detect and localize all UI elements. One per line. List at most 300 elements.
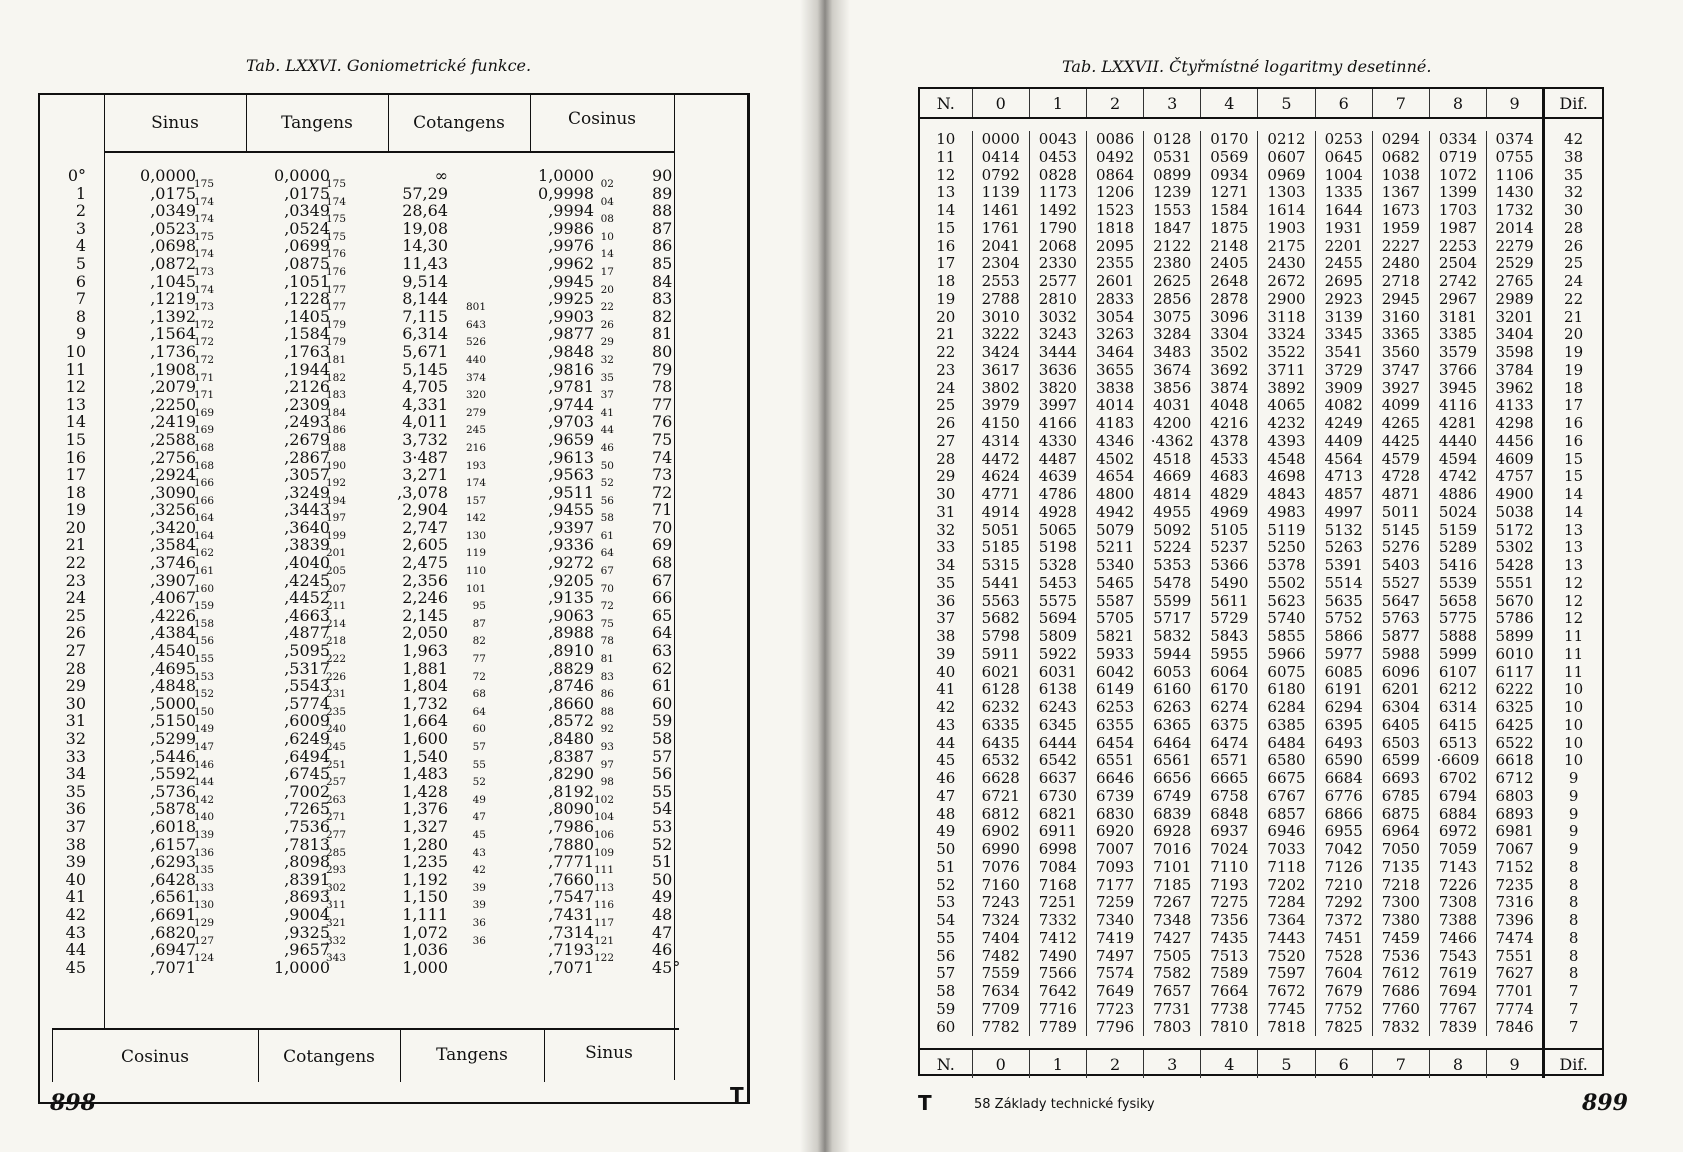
table-row [920,184,1602,202]
degree-value: 45 [65,957,86,977]
column-header: 7 [1372,1049,1429,1078]
difference-value: 157 [465,494,486,507]
tangens-value: ,6249 [284,729,330,748]
table-cell: 4900 [1487,486,1544,504]
table-cell: 5051 [972,522,1029,540]
difference-value: 231 [325,688,346,701]
difference-cell: 10 [1544,681,1602,699]
table-cell: 4771 [972,486,1029,504]
cotangens-value: 14,30 [402,236,448,256]
row-number: 24 [936,378,956,397]
table-cell: 2765 [1487,273,1544,291]
cosinus-value: ,9816 [548,359,594,379]
table-cell: 1303 [1258,184,1315,202]
difference-value: 64 [600,547,614,560]
table-cell: 3560 [1372,344,1429,362]
table-cell: 1335 [1315,184,1372,202]
difference-value: 169 [193,406,214,419]
table-cell: 4014 [1086,397,1143,415]
row-number: 39 [936,644,956,663]
table-cell: 4955 [1144,504,1201,522]
table-cell: 7723 [1086,1001,1143,1019]
table-cell: 3304 [1201,326,1258,344]
table-cell: 6571 [1201,752,1258,770]
table-cell: 6454 [1086,735,1143,753]
table-cell: 2648 [1201,273,1258,291]
tangens-value: ,9325 [284,922,330,942]
cosinus-value: ,7880 [548,834,594,854]
table-cell: 5441 [972,575,1029,593]
table-cell: 4440 [1429,433,1486,451]
table-cell: 5658 [1429,593,1486,611]
table-cell: 5717 [1144,610,1201,628]
difference-value: 251 [325,758,346,771]
degree-value: 31 [65,711,86,731]
difference-value: 179 [325,336,346,349]
column-header: N. [920,1049,972,1078]
table-cell: 6085 [1315,664,1372,682]
table-cell: ·4362 [1144,433,1201,451]
table-cell: 4472 [972,451,1029,469]
degree-value: 51 [652,852,673,872]
sinus-value: ,0523 [150,218,196,238]
table-cell: 1523 [1086,202,1143,220]
table-cell: 4200 [1144,415,1201,433]
row-number: 43 [936,715,956,734]
table-row [920,131,1602,149]
difference-cell: 13 [1544,539,1602,557]
table-cell: 0000 [972,131,1029,149]
table-cell: 7243 [972,894,1029,912]
table-row [920,397,1602,415]
difference-cell: 11 [1544,664,1602,682]
difference-value: 67 [600,565,614,578]
table-cell: 3874 [1201,380,1258,398]
table-cell: 6875 [1372,806,1429,824]
table-cell: 2041 [972,238,1029,256]
table-cell: 7846 [1487,1019,1544,1037]
table-cell: 5563 [972,593,1029,611]
table-cell: 7251 [1029,894,1086,912]
tangens-value: ,7265 [284,799,330,819]
difference-value: 140 [193,811,214,824]
table-cell: 7731 [1144,1001,1201,1019]
difference-value: 43 [472,846,486,859]
degree-value: 64 [652,623,673,643]
table-cell: 7760 [1372,1001,1429,1019]
sinus-value: ,3746 [150,553,196,573]
table-cell: 5539 [1429,575,1486,593]
table-cell: 7634 [972,983,1029,1001]
degree-value: 50 [652,869,673,889]
table-cell: 6493 [1315,735,1372,753]
cotangens-value: 1,664 [402,711,448,731]
table-row [920,770,1602,788]
difference-value: 311 [325,899,346,912]
cosinus-value: ,9925 [548,289,594,309]
table-cell: 5775 [1429,610,1486,628]
table-cell: 3747 [1372,362,1429,380]
tangens-value: ,0349 [284,201,330,221]
row-number: 28 [936,449,956,468]
table-cell: 6946 [1258,823,1315,841]
sinus-value: ,3090 [150,482,196,502]
tangens-value: ,8098 [284,852,330,872]
row-number: 22 [936,343,956,361]
table-cell: 4969 [1201,504,1258,522]
table-cell: 5944 [1144,646,1201,664]
degree-value: 17 [65,465,86,485]
cosinus-value: ,9703 [548,412,594,432]
difference-value: 29 [600,336,614,349]
cosinus-value: ,7660 [548,869,594,889]
table-cell: 7686 [1372,983,1429,1001]
difference-value: 164 [193,512,214,525]
cotangens-value: 1,483 [402,764,448,784]
difference-value: 174 [193,213,214,226]
tangens-value: 1,0000 [274,957,330,977]
cosinus-value: 0,9998 [538,183,594,203]
cosinus-value: ,7314 [548,922,594,942]
degree-column-left [50,167,86,976]
sinus-value: ,1736 [150,341,196,361]
cotangens-value: 1,192 [402,869,448,889]
table-cell: 0864 [1086,167,1143,185]
table-cell: 3404 [1487,326,1544,344]
table-cell: 6160 [1144,681,1201,699]
difference-cell: 18 [1544,380,1602,398]
difference-cell: 30 [1544,202,1602,220]
cotangens-value: 1,327 [402,816,448,836]
difference-value: 235 [325,705,346,718]
table-cell: 6263 [1144,699,1201,717]
degree-value: 88 [652,201,673,221]
table-cell: 7084 [1029,859,1086,877]
table-cell: 0531 [1144,149,1201,167]
table-cell: 7559 [972,965,1029,983]
table-cell: 4456 [1487,433,1544,451]
difference-value: 127 [193,934,214,947]
difference-cell: 19 [1544,362,1602,380]
sinus-value: ,4695 [150,658,196,678]
difference-value: 64 [472,705,486,718]
degree-value: 23 [65,570,86,590]
difference-cell: 19 [1544,344,1602,362]
difference-value: 172 [193,318,214,331]
degree-value: 37 [65,816,86,836]
table-cell: 3284 [1144,326,1201,344]
table-row [920,149,1602,167]
difference-value: 20 [600,283,614,296]
degree-value: 66 [652,588,673,608]
difference-value: 174 [193,283,214,296]
table-cell: 7332 [1029,912,1086,930]
difference-value: 293 [325,864,346,877]
table-cell: 2625 [1144,273,1201,291]
table-cell: 6444 [1029,735,1086,753]
column-header: 5 [1258,89,1315,118]
table-cell: 6981 [1487,823,1544,841]
table-cell: 0934 [1201,167,1258,185]
table-cell: 4378 [1201,433,1258,451]
difference-cell: 22 [1544,291,1602,309]
table-cell: 6580 [1258,752,1315,770]
table-cell: 2122 [1144,238,1201,256]
difference-value: 136 [193,846,214,859]
difference-value: 133 [193,881,214,894]
table-cell: 5966 [1258,646,1315,664]
table-cell: 0294 [1372,131,1429,149]
table-cell: 6776 [1315,788,1372,806]
tangens-value: ,8693 [284,887,330,907]
degree-column-right [652,167,702,976]
difference-value: 60 [472,723,486,736]
row-number: 38 [936,627,956,645]
degree-value: 80 [652,341,673,361]
degree-value: 19 [65,500,86,520]
difference-value: 98 [600,776,614,789]
degree-value: 49 [652,887,673,907]
cotangens-value: 8,144 [402,289,448,309]
cosinus-diff-column [588,176,614,968]
table-row [920,735,1602,753]
table-cell: 2014 [1487,220,1544,238]
table-cell: 6294 [1315,699,1372,717]
column-header: 7 [1372,89,1429,118]
difference-value: 109 [593,846,614,859]
difference-value: 158 [193,617,214,630]
degree-value: 26 [65,623,86,643]
table-cell: 5502 [1258,575,1315,593]
table-cell: 3636 [1029,362,1086,380]
degree-value: 27 [65,641,86,661]
difference-value: 86 [600,688,614,701]
degree-value: 78 [652,377,673,397]
table-cell: 4624 [972,468,1029,486]
difference-cell: 7 [1544,1019,1602,1037]
tangens-value: ,4245 [284,570,330,590]
difference-value: 113 [593,881,614,894]
difference-value: 172 [193,336,214,349]
cosinus-value: 1,0000 [538,166,594,185]
difference-value: 218 [325,635,346,648]
difference-value: 45 [472,828,486,841]
table-cell: 5888 [1429,628,1486,646]
row-number: 33 [936,538,956,557]
difference-value: 168 [193,441,214,454]
table-cell: 6304 [1372,699,1429,717]
table-cell: 1931 [1315,220,1372,238]
cotangens-value: 1,963 [402,641,448,661]
table-row [920,752,1602,770]
table-cell: 4314 [972,433,1029,451]
table-cell: 2718 [1372,273,1429,291]
table-cell: 5955 [1201,646,1258,664]
table-cell: 0755 [1487,149,1544,167]
difference-value: 78 [600,635,614,648]
table-cell: 5119 [1258,522,1315,540]
cosinus-value: ,9272 [548,553,594,573]
table-cell: 5514 [1315,575,1372,593]
degree-value: 76 [652,412,673,432]
table-cell: 5145 [1372,522,1429,540]
cosinus-value: ,9397 [548,517,594,537]
cotangens-value: 2,246 [402,588,448,608]
table-cell: 5635 [1315,593,1372,611]
cotangens-value: 2,747 [402,517,448,537]
difference-value: 57 [472,741,486,753]
table-cell: 7466 [1429,930,1486,948]
cotangens-value: 11,43 [402,253,448,273]
table-cell: 2553 [972,273,1029,291]
sinus-value: ,5736 [150,781,196,801]
table-row [920,664,1602,682]
cosinus-value: ,8829 [548,658,594,678]
cotangens-value: ,3,078 [397,482,448,502]
table-row [920,894,1602,912]
table-cell: 4150 [972,415,1029,433]
table-cell: 1818 [1086,220,1143,238]
cotangens-value: 2,605 [402,535,448,555]
cosinus-value: ,9063 [548,605,594,625]
header-tangens: Tangens [281,113,353,133]
table-cell: 2742 [1429,273,1486,291]
table-cell: 4065 [1258,397,1315,415]
row-number: 26 [936,414,956,432]
table-row [920,628,1602,646]
degree-value: 72 [652,482,673,502]
degree-value: 2 [75,201,86,221]
table-cell: 7324 [972,912,1029,930]
sinus-value: ,4226 [150,605,196,625]
degree-value: 73 [652,465,673,485]
table-cell: 4713 [1315,468,1372,486]
table-cell: 1584 [1201,202,1258,220]
table-cell: 0414 [972,149,1029,167]
difference-value: 83 [600,670,614,683]
table-cell: 3263 [1086,326,1143,344]
sinus-diff-column [178,176,214,968]
table-cell: 6551 [1086,752,1143,770]
degree-value: 83 [652,289,673,309]
cotangens-value: 4,705 [402,377,448,397]
degree-value: 56 [652,764,673,784]
table-cell: 7536 [1372,948,1429,966]
table-cell: 4031 [1144,397,1201,415]
table-cell: 7093 [1086,859,1143,877]
degree-value: 63 [652,641,673,661]
sinus-value: ,6947 [150,940,196,960]
difference-value: 162 [193,547,214,560]
table-cell: 1553 [1144,202,1201,220]
book-gutter [800,0,850,1152]
difference-value: 87 [472,617,486,630]
cosinus-value: ,8387 [548,746,594,766]
table-row [920,788,1602,806]
table-cell: 3997 [1029,397,1086,415]
cotangens-value: 1,280 [402,834,448,854]
difference-value: 68 [472,688,486,701]
table-cell: 7543 [1429,948,1486,966]
column-header: 1 [1029,89,1086,118]
table-row [920,965,1602,983]
sinus-value: ,1219 [150,289,196,309]
table-row [920,557,1602,575]
table-cell: 7235 [1487,877,1544,895]
table-cell: 3444 [1029,344,1086,362]
degree-value: 16 [65,447,86,467]
sinus-value: ,6820 [150,922,196,942]
row-number: 48 [936,804,956,823]
table-cell: 6830 [1086,806,1143,824]
difference-value: 184 [325,406,346,419]
degree-value: 52 [652,834,673,854]
difference-value [450,246,486,264]
table-cell: 4669 [1144,468,1201,486]
cosinus-value: ,9455 [548,500,594,520]
difference-value: 42 [472,864,486,877]
row-number: 18 [936,272,956,290]
degree-value: 65 [652,605,673,625]
difference-cell: 24 [1544,273,1602,291]
row-number: 21 [936,325,956,344]
table-cell: 5289 [1429,539,1486,557]
cotangens-value: 2,145 [402,605,448,625]
degree-value: 34 [65,764,86,784]
table-cell: 7364 [1258,912,1315,930]
footer-cosinus: Cosinus [120,1047,190,1067]
column-header: Dif. [1544,1049,1602,1078]
table-cell: 7513 [1201,948,1258,966]
table-cell: 5276 [1372,539,1429,557]
degree-value: 75 [652,429,673,449]
sinus-value: ,6561 [150,887,196,907]
difference-value: 17 [600,265,614,278]
table-cell: 7059 [1429,841,1486,859]
table-cell: 6253 [1086,699,1143,717]
difference-value: 161 [193,565,214,578]
column-header: 6 [1315,1049,1372,1078]
table-cell: 3118 [1258,309,1315,327]
table-cell: 5378 [1258,557,1315,575]
cosinus-value: ,9994 [548,201,594,221]
table-row [920,167,1602,185]
table-cell: 3502 [1201,344,1258,362]
table-row [920,344,1602,362]
column-header: 4 [1201,89,1258,118]
table-cell: 7774 [1487,1001,1544,1019]
cotangens-column [376,167,448,976]
row-number: 52 [936,875,956,894]
tangens-value: ,1584 [284,324,330,344]
column-header: 0 [972,89,1029,118]
difference-value: 440 [465,353,486,366]
table-cell: 5132 [1315,522,1372,540]
tangens-value: ,9657 [284,940,330,960]
difference-value: 175 [325,178,346,190]
table-cell: 4082 [1315,397,1372,415]
table-cell: 3032 [1029,309,1086,327]
difference-value: 182 [325,371,346,384]
difference-cell: 35 [1544,167,1602,185]
table-cell: 5391 [1315,557,1372,575]
table-cell: 5740 [1258,610,1315,628]
table-cell: 6314 [1429,699,1486,717]
table-cell: 5453 [1029,575,1086,593]
table-row [920,504,1602,522]
table-cell: 6335 [972,717,1029,735]
table-cell: 6866 [1315,806,1372,824]
